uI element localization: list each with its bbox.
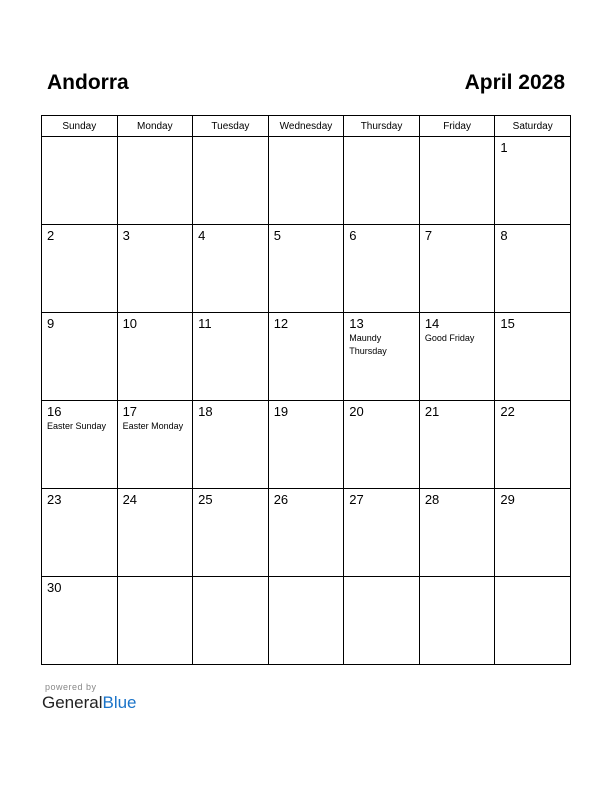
day-cell — [268, 401, 344, 489]
day-cell — [495, 577, 571, 665]
day-number: 5 — [273, 228, 281, 243]
day-cell — [117, 577, 193, 665]
week-row — [42, 313, 571, 401]
day-cell — [193, 225, 269, 313]
holiday-label: Maundy Thursday — [349, 333, 387, 356]
day-cell — [419, 401, 495, 489]
day-cell — [268, 225, 344, 313]
day-number: 11 — [198, 316, 212, 331]
day-cell — [268, 313, 344, 401]
day-cell — [419, 225, 495, 313]
week-row — [42, 401, 571, 489]
weekday-saturday: Saturday — [495, 116, 571, 137]
country-title: Andorra — [47, 71, 129, 94]
day-number: 25 — [198, 492, 213, 507]
holiday-label: Good Friday — [424, 333, 475, 343]
powered-by-label: powered by — [45, 682, 97, 692]
weekday-tuesday: Tuesday — [193, 116, 269, 137]
calendar-grid — [41, 115, 571, 665]
generalblue-logo — [42, 693, 137, 713]
day-number: 8 — [500, 228, 508, 243]
day-number: 2 — [47, 228, 55, 243]
day-cell — [193, 401, 269, 489]
day-cell — [268, 577, 344, 665]
day-number: 29 — [500, 492, 515, 507]
day-cell — [42, 225, 118, 313]
day-cell — [495, 137, 571, 225]
day-cell — [193, 489, 269, 577]
day-number: 3 — [122, 228, 130, 243]
day-cell — [495, 489, 571, 577]
day-number: 26 — [273, 492, 289, 507]
holiday-label: Easter Monday — [122, 421, 184, 431]
day-number: 4 — [198, 228, 206, 243]
day-cell — [495, 313, 571, 401]
weekday-monday: Monday — [117, 116, 193, 137]
weekday-friday: Friday — [419, 116, 495, 137]
day-cell — [419, 313, 495, 401]
day-cell — [344, 313, 420, 401]
day-number: 20 — [349, 404, 364, 419]
week-row — [42, 225, 571, 313]
day-number: 17 — [122, 404, 138, 419]
brand-blue: Blue — [102, 693, 137, 712]
day-cell — [344, 577, 420, 665]
weekday-sunday: Sunday — [42, 116, 118, 137]
day-cell — [193, 313, 269, 401]
weekday-header-row — [42, 116, 571, 137]
day-number: 18 — [198, 404, 213, 419]
day-cell — [117, 225, 193, 313]
day-cell — [495, 401, 571, 489]
day-number: 14 — [424, 316, 440, 331]
holiday-label: Easter Sunday — [47, 421, 107, 431]
week-row — [42, 489, 571, 577]
month-title: April 2028 — [464, 71, 565, 94]
day-cell — [193, 577, 269, 665]
day-cell — [117, 489, 193, 577]
week-row — [42, 577, 571, 665]
day-number: 23 — [47, 492, 62, 507]
day-number: 16 — [47, 404, 62, 419]
day-cell — [344, 225, 420, 313]
day-number: 10 — [122, 316, 138, 331]
day-cell — [268, 137, 344, 225]
day-number: 21 — [424, 404, 440, 419]
day-cell — [268, 489, 344, 577]
day-cell — [344, 489, 420, 577]
day-cell — [344, 401, 420, 489]
day-cell — [42, 137, 118, 225]
day-cell — [193, 137, 269, 225]
day-cell — [419, 489, 495, 577]
day-cell — [344, 137, 420, 225]
week-row — [42, 137, 571, 225]
day-cell — [42, 313, 118, 401]
day-cell — [117, 137, 193, 225]
day-number: 19 — [273, 404, 289, 419]
day-number: 15 — [500, 316, 515, 331]
weekday-thursday: Thursday — [344, 116, 420, 137]
day-number: 22 — [500, 404, 515, 419]
day-number: 13 — [349, 316, 364, 331]
day-cell — [419, 137, 495, 225]
day-cell — [42, 489, 118, 577]
day-cell — [495, 225, 571, 313]
brand-general: General — [42, 693, 103, 712]
day-number: 1 — [500, 140, 508, 155]
day-number: 30 — [47, 580, 62, 595]
day-cell — [419, 577, 495, 665]
day-cell — [42, 401, 118, 489]
day-number: 27 — [349, 492, 364, 507]
day-cell — [117, 401, 193, 489]
day-number: 28 — [424, 492, 440, 507]
day-number: 7 — [424, 228, 433, 243]
day-cell — [117, 313, 193, 401]
day-number: 9 — [47, 316, 55, 331]
weekday-wednesday: Wednesday — [268, 116, 344, 137]
day-number: 24 — [122, 492, 138, 507]
day-number: 6 — [349, 228, 357, 243]
day-number: 12 — [273, 316, 289, 331]
day-cell — [42, 577, 118, 665]
